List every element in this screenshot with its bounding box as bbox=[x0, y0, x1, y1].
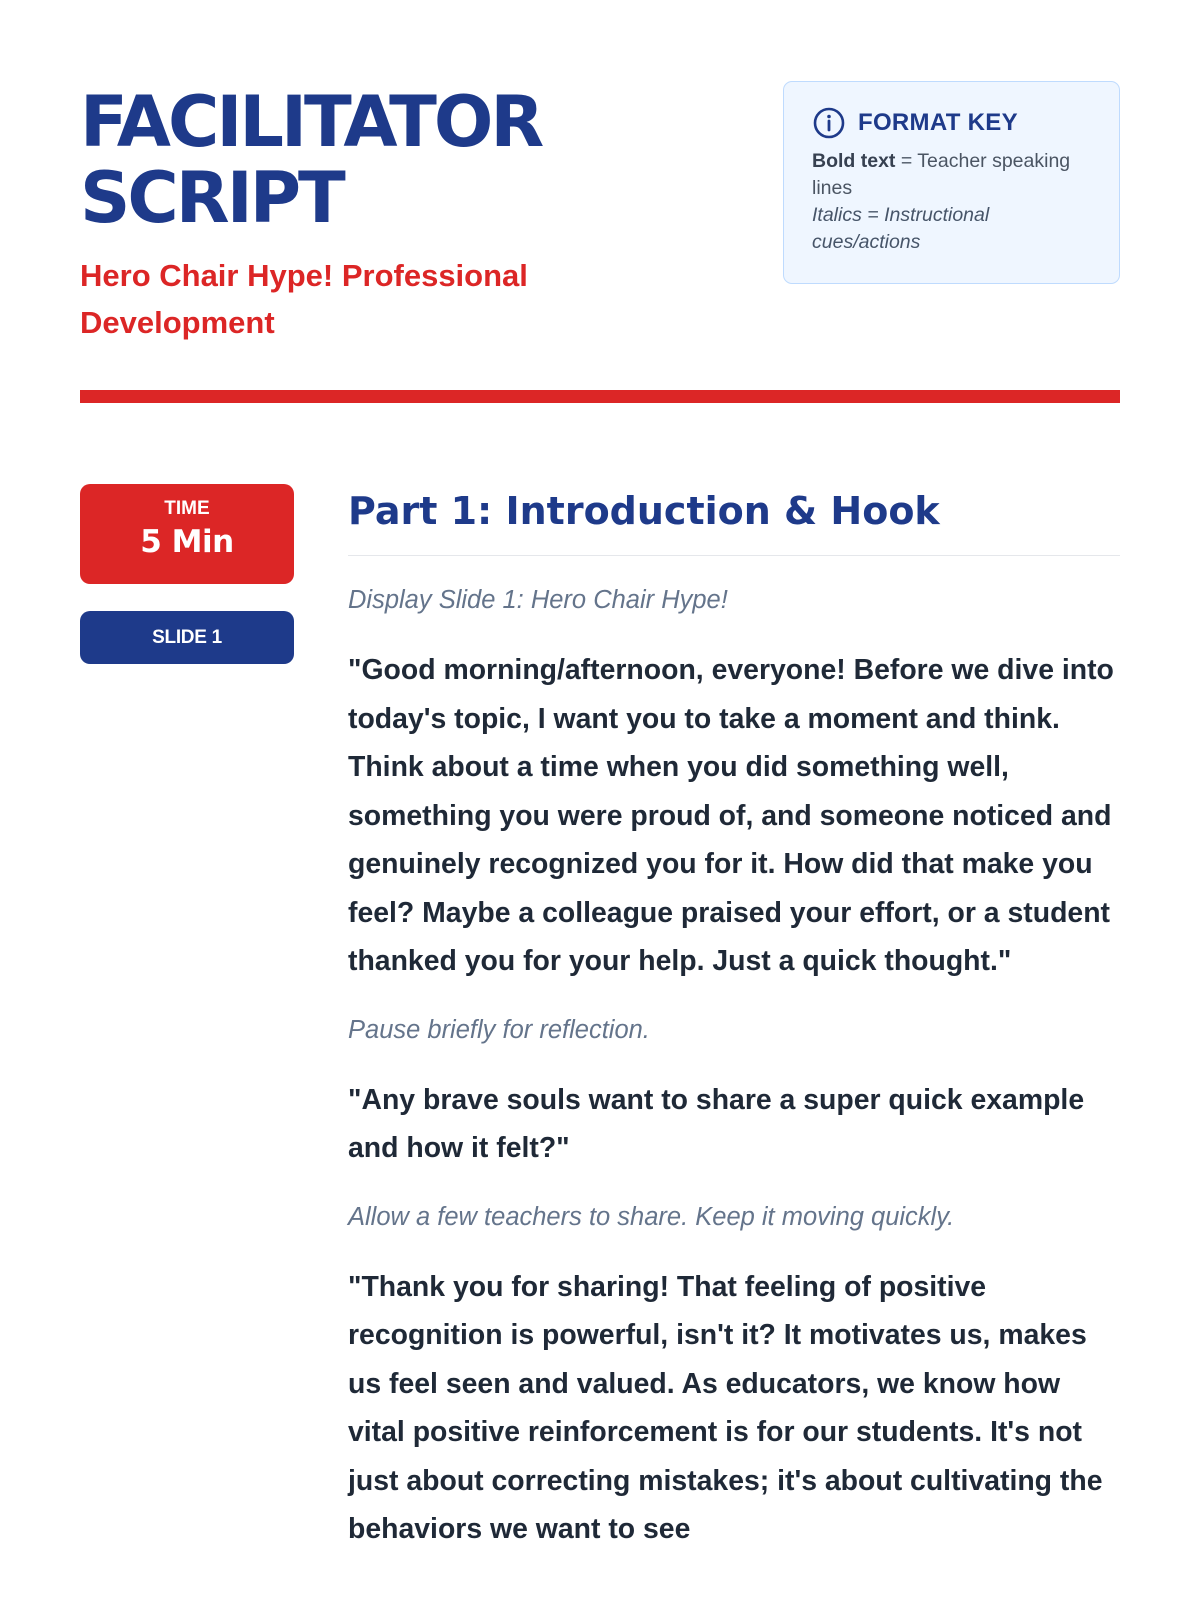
page-title bbox=[80, 80, 640, 239]
section-sidebar bbox=[80, 484, 294, 1554]
format-key-header bbox=[812, 106, 1091, 140]
page-header bbox=[80, 80, 1120, 346]
header-divider bbox=[80, 390, 1120, 403]
format-key-italic-desc: Italics = Instructional cues/actions bbox=[812, 204, 990, 253]
cue-pause: Pause briefly for reflection. bbox=[348, 1015, 650, 1044]
format-key-italic-line bbox=[812, 202, 1091, 256]
speaking-line-2: "Any brave souls want to share a super quick example and how it felt?" bbox=[348, 1083, 1085, 1164]
time-value: 5 Min bbox=[140, 524, 234, 560]
cue-allow-share: Allow a few teachers to share. Keep it moving quickly. bbox=[348, 1202, 955, 1231]
format-key-box bbox=[783, 81, 1120, 284]
speaking-line-1: "Good morning/afternoon, everyone! Before we dive into today's topic, I want you to take a moment and think. Think about a time when you did something well, something you were proud of, and someone noticed and genuinely recognized you for it. How did that make you feel? Maybe a colleague praised your effort, or a student thanked you for your help. Just a quick thought." bbox=[348, 654, 1114, 977]
info-icon bbox=[812, 106, 846, 140]
format-key-bold-label: Bold text bbox=[812, 150, 896, 172]
speaking-line-3: "Thank you for sharing! That feeling of positive recognition is powerful, isn't it? It motivates us, makes us feel seen and valued. As educators, we know how vital positive reinforcement is for our students. It's not just about correcting mistakes; it's about cultivating the behaviors we want to see bbox=[348, 1270, 1103, 1545]
section-content bbox=[348, 484, 1120, 1554]
cue-display-slide: Display Slide 1: Hero Chair Hype! bbox=[348, 586, 728, 614]
part-title: Part 1: Introduction & Hook bbox=[348, 484, 1120, 556]
format-key-bold-desc: = Teacher speaking lines bbox=[812, 150, 1071, 199]
slide-badge: SLIDE 1 bbox=[80, 611, 294, 664]
script-section bbox=[80, 484, 1120, 1554]
format-key-title: FORMAT KEY bbox=[858, 109, 1018, 136]
title-line-2: SCRIPT bbox=[80, 157, 343, 239]
time-label: TIME bbox=[164, 498, 210, 519]
title-block bbox=[80, 80, 640, 346]
page-subtitle: Hero Chair Hype! Professional Development bbox=[80, 258, 528, 340]
time-badge bbox=[80, 484, 294, 584]
format-key-bold-line bbox=[812, 148, 1091, 202]
title-line-1: FACILITATOR bbox=[80, 81, 542, 163]
